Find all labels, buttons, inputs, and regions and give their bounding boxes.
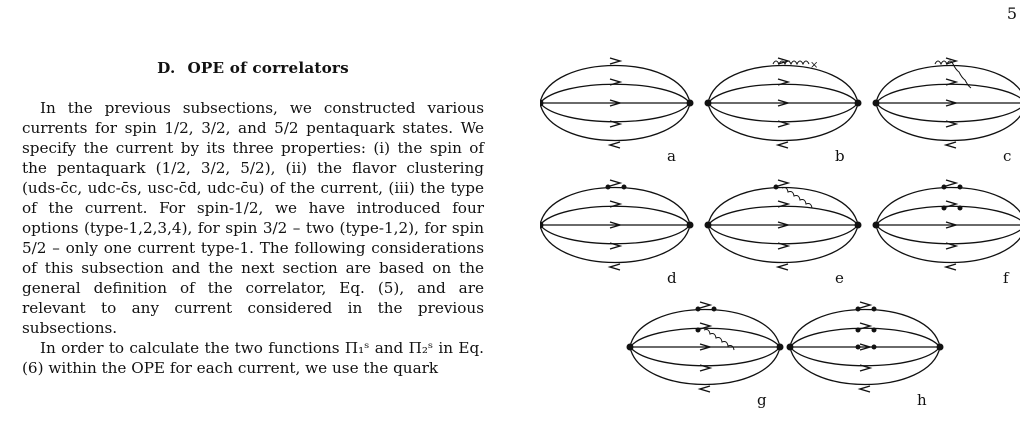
section-letter: D. [157, 59, 176, 77]
section-heading [22, 58, 484, 78]
diagram-label-f: f [1003, 269, 1009, 287]
diagram-svg [540, 48, 1020, 420]
diagram-c [873, 58, 1021, 165]
diagram-b [705, 58, 862, 165]
diagram-label-h: h [917, 391, 927, 409]
text-column [22, 58, 484, 378]
diagram-g [627, 302, 784, 409]
diagram-a [540, 58, 694, 165]
diagram-label-d: d [667, 269, 677, 287]
page-number: 5 [1006, 4, 1017, 23]
diagram-f [873, 180, 1021, 287]
diagram-label-b: b [835, 147, 845, 165]
diagram-label-a: a [667, 147, 676, 165]
diagram-label-c: c [1003, 147, 1012, 165]
diagram-label-g: g [757, 391, 767, 409]
diagram-h [787, 302, 944, 409]
svg-text:×: × [810, 60, 819, 71]
diagram-d [540, 180, 694, 287]
feynman-diagram-figure [540, 48, 1020, 420]
diagram-e [705, 180, 862, 287]
diagram-label-e: e [835, 269, 844, 287]
section-title: OPE of correlators [187, 59, 349, 77]
paragraph-1: In the previous subsections, we constructed various currents for spin 1/2, 3/2, and 5/2 pentaquark states. We specify the current by its three properties: (i) the spin of the pentaquark (1/2, 3/2, 5/2), (ii) the flavor clustering (uds-c̄c, udc-c̄s, usc-c̄d, udc-c̄u) of the current, (iii) the type of the current. For spin-1/2, we have introduced four options (type-1,2,3,4), for spin 3/2 – two (type-1,2), for spin 5/2 – only one current type-1. The following considerations of this subsection and the next section are based on the general definition of the correlator, Eq. (5), and are relevant to any current considered in the previous subsections. [22, 99, 484, 337]
paragraph-2: In order to calculate the two functions Π₁ˢ and Π₂ˢ in Eq. (6) within the OPE for each current, we use the quark [22, 339, 484, 377]
